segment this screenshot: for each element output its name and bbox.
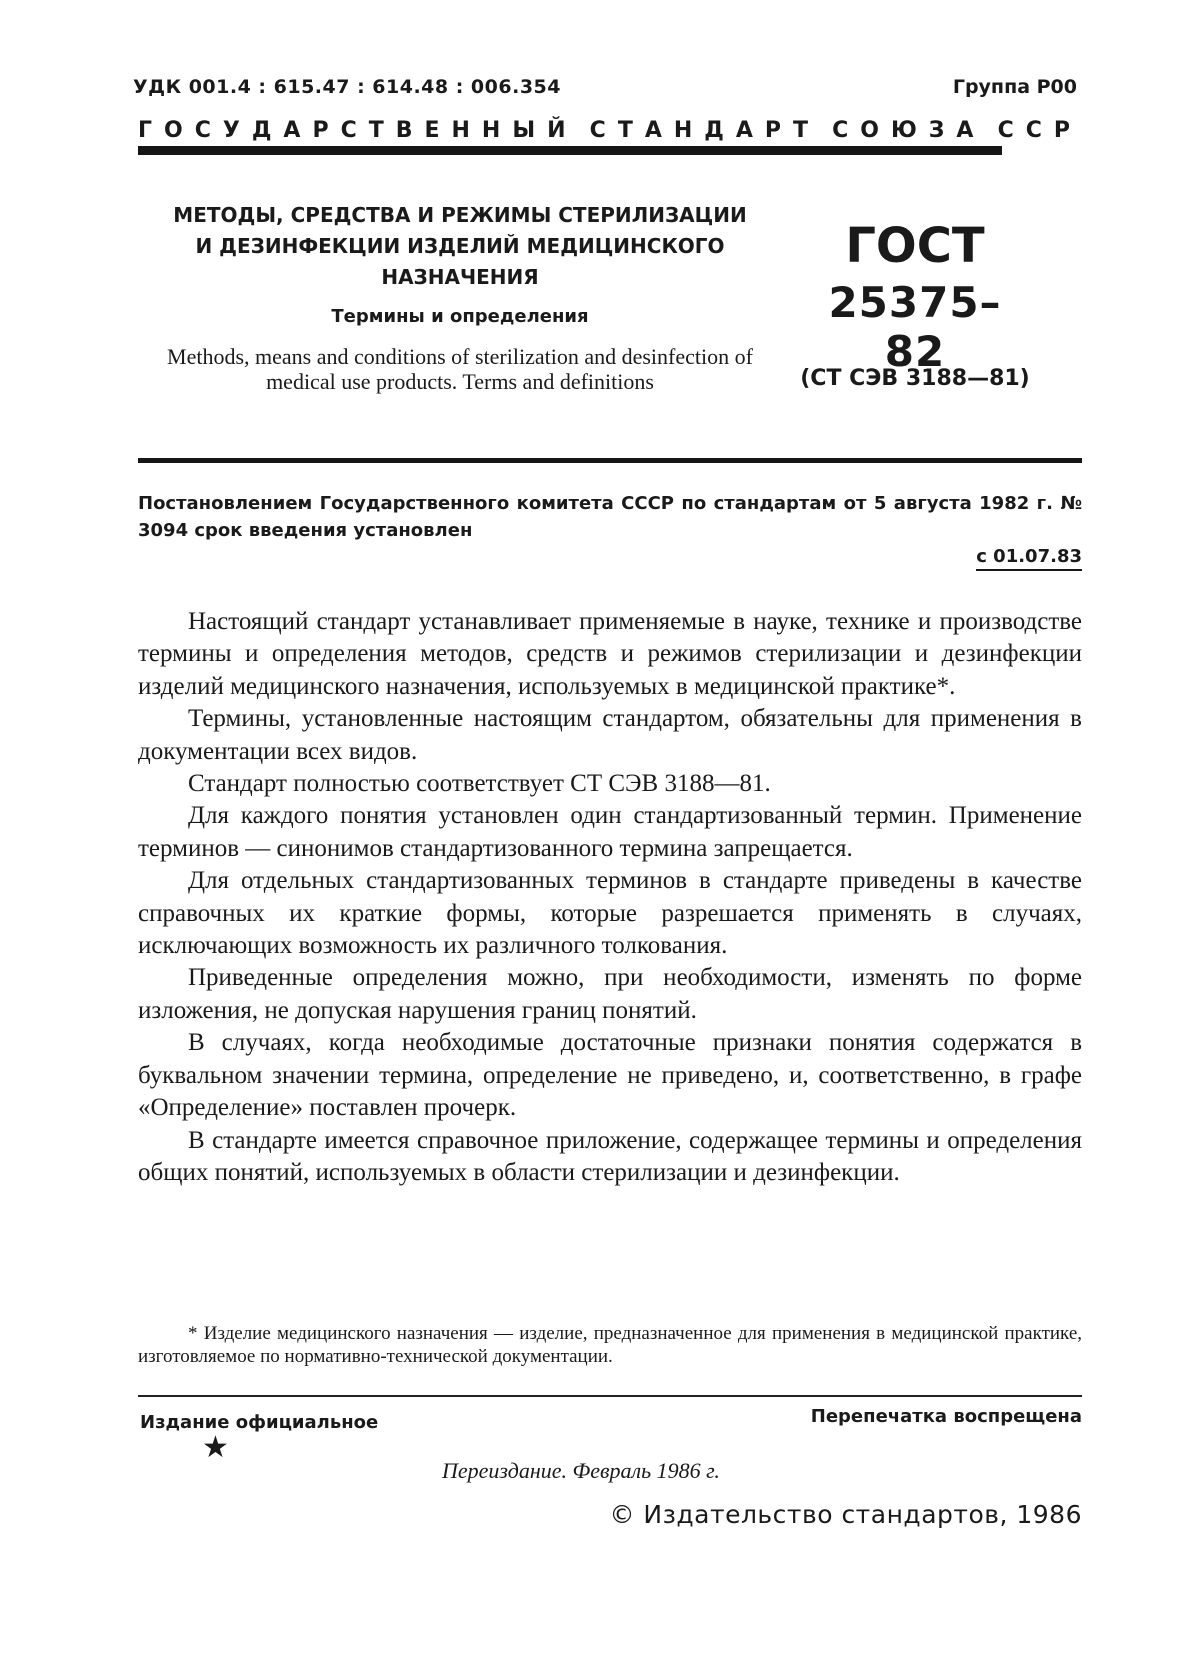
header-divider	[138, 146, 1002, 155]
group-code: Группа Р00	[952, 76, 1077, 98]
title-en: Methods, means and conditions of sterilization and desinfection of medical use products. Terms and definitions	[167, 344, 753, 394]
body-text	[138, 606, 1082, 1189]
title-divider	[138, 458, 1082, 463]
standard-type-word: ГОСУДАРСТВЕННЫЙ	[138, 118, 578, 143]
reprint-prohibited-label: Перепечатка воспрещена	[810, 1406, 1082, 1427]
footnote: * Изделие медицинского назначения — изделие, предназначенное для применения в медицинской практике, изготовляемое по нормативно-технической документации.	[138, 1323, 1082, 1367]
gost-number: 25375–82	[828, 278, 1002, 376]
subtitle-ru: Термины и определения	[331, 306, 589, 327]
paragraph: Приведенные определения можно, при необходимости, изменять по форме изложения, не допуская нарушения границ понятий.	[138, 964, 1082, 1024]
gost-label: ГОСТ	[845, 218, 985, 274]
paragraph: Для каждого понятия установлен один стандартизованный термин. Применение терминов — синонимов стандартизованного термина запрещается.	[138, 802, 1082, 862]
decree-text: Постановлением Государственного комитета СССР по стандартам от 5 августа 1982 г. № 3094 срок введения установлен	[138, 493, 1082, 541]
paragraph: В случаях, когда необходимые достаточные признаки понятия содержатся в буквальном значении термина, определение не приведено, и, соответственно, в графе «Определение» поставлен прочерк.	[138, 1029, 1082, 1122]
reissue-note: Переиздание. Февраль 1986 г.	[442, 1458, 720, 1483]
udk-code: УДК 001.4 : 615.47 : 614.48 : 006.354	[133, 76, 561, 98]
st-sev-reference: (СТ СЭВ 3188—81)	[800, 366, 1030, 391]
footnote-divider	[138, 1395, 1082, 1397]
standard-type-word: СОЮЗА	[832, 118, 986, 143]
official-edition-label: Издание официальное	[140, 1412, 379, 1433]
paragraph: Для отдельных стандартизованных терминов в стандарте приведены в качестве справочных их краткие формы, которые разрешается применять в случаях, исключающих возможность их различного толкования.	[138, 867, 1082, 960]
star-icon: ★	[202, 1431, 229, 1464]
paragraph: Настоящий стандарт устанавливает применяемые в науке, технике и производстве термины и определения методов, средств и режимов стерилизации и дезинфекции изделий медицинского назначения, используемых в медицинской практике*.	[138, 608, 1082, 700]
paragraph: Термины, установленные настоящим стандартом, обязательны для применения в документации всех видов.	[138, 705, 1082, 765]
title-ru: МЕТОДЫ, СРЕДСТВА И РЕЖИМЫ СТЕРИЛИЗАЦИИ И ДЕЗИНФЕКЦИИ ИЗДЕЛИЙ МЕДИЦИНСКОГО НАЗНАЧЕНИЯ	[173, 203, 747, 289]
standard-type-word: СТАНДАРТ	[589, 118, 821, 143]
effective-date: с 01.07.83	[976, 546, 1082, 571]
paragraph: Стандарт полностью соответствует СТ СЭВ 3188—81.	[188, 770, 771, 798]
paragraph: В стандарте имеется справочное приложение, содержащее термины и определения общих понятий, используемых в области стерилизации и дезинфекции.	[138, 1126, 1082, 1186]
standard-type-word: ССР	[997, 118, 1082, 143]
copyright: © Издательство стандартов, 1986	[609, 1500, 1082, 1529]
standard-type-heading	[138, 118, 1082, 143]
